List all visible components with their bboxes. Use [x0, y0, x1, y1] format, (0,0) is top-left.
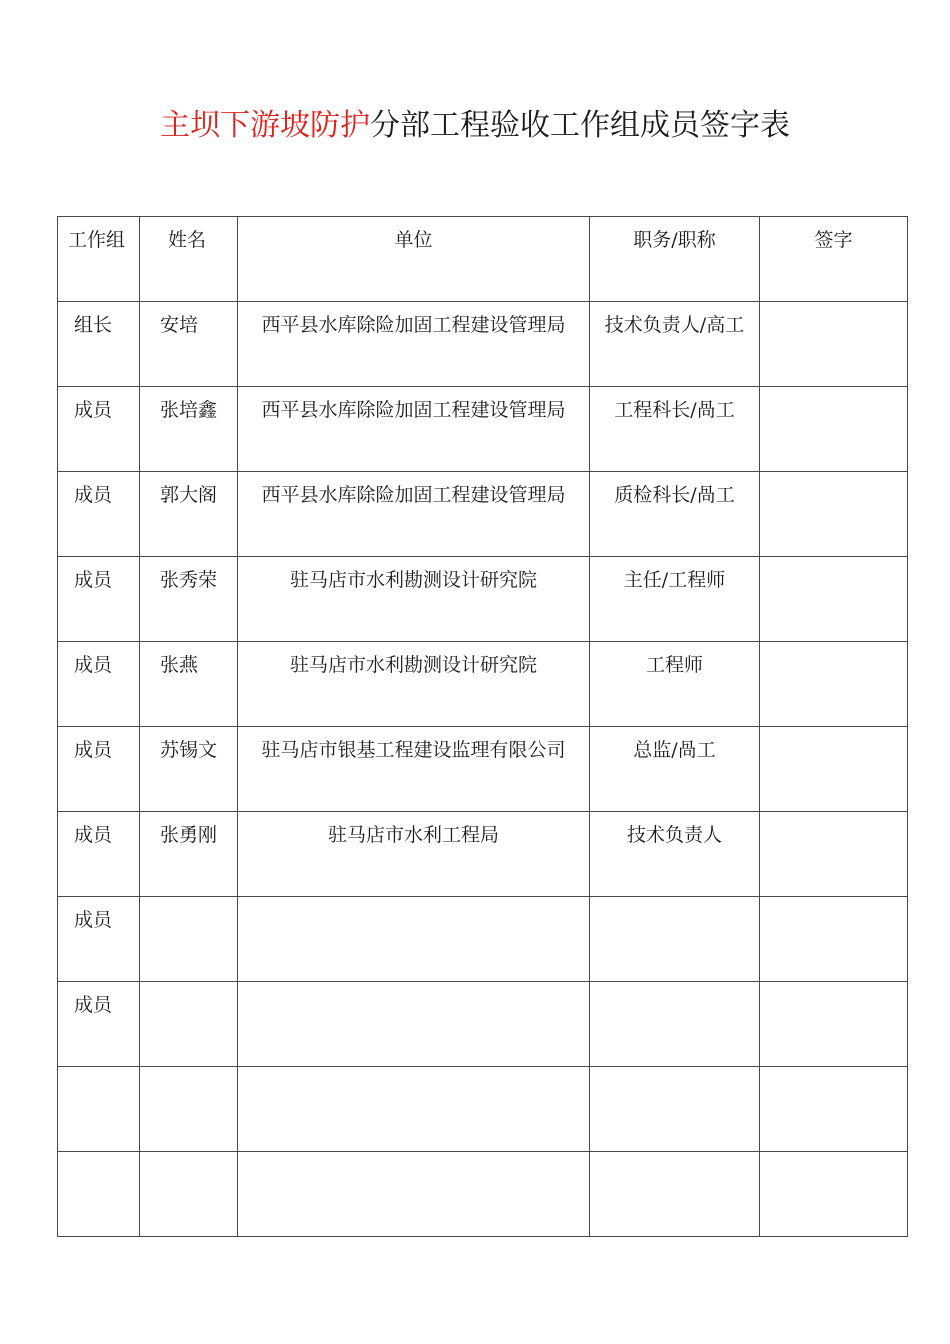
- cell-title: [590, 982, 760, 1067]
- cell-name: [140, 1067, 238, 1152]
- cell-signature[interactable]: [760, 982, 908, 1067]
- table-header-row: [58, 217, 908, 302]
- cell-unit: [238, 1152, 590, 1237]
- cell-signature[interactable]: [760, 1067, 908, 1152]
- header-signature: 签字: [760, 217, 908, 302]
- cell-title: 技术负责人: [590, 812, 760, 897]
- title-highlight: 主坝下游坡防护: [160, 108, 370, 143]
- table-row: [58, 642, 908, 727]
- table-row: [58, 557, 908, 642]
- cell-title: 质检科长/咼工: [590, 472, 760, 557]
- cell-title: [590, 1152, 760, 1237]
- cell-signature[interactable]: [760, 812, 908, 897]
- cell-group: [58, 1067, 140, 1152]
- cell-group: 成员: [58, 472, 140, 557]
- table-row: [58, 727, 908, 812]
- cell-signature[interactable]: [760, 557, 908, 642]
- cell-name: 郭大阁: [140, 472, 238, 557]
- cell-name: 张勇刚: [140, 812, 238, 897]
- signature-table: [57, 216, 908, 1237]
- table-row: [58, 1152, 908, 1237]
- cell-name: [140, 897, 238, 982]
- header-group: 工作组: [58, 217, 140, 302]
- cell-title: 技术负责人/高工: [590, 302, 760, 387]
- cell-unit: [238, 897, 590, 982]
- cell-signature[interactable]: [760, 727, 908, 812]
- cell-name: [140, 982, 238, 1067]
- cell-name: [140, 1152, 238, 1237]
- cell-unit: 驻马店市水利工程局: [238, 812, 590, 897]
- title-rest: 分部工程验收工作组成员签字表: [370, 108, 790, 143]
- table-row: [58, 302, 908, 387]
- table-row: [58, 387, 908, 472]
- cell-unit: 西平县水库除险加固工程建设管理局: [238, 387, 590, 472]
- table-row: [58, 1067, 908, 1152]
- table-row: [58, 812, 908, 897]
- cell-group: 成员: [58, 387, 140, 472]
- cell-group: 成员: [58, 727, 140, 812]
- cell-unit: [238, 1067, 590, 1152]
- cell-name: 张燕: [140, 642, 238, 727]
- cell-signature[interactable]: [760, 642, 908, 727]
- cell-signature[interactable]: [760, 302, 908, 387]
- cell-name: 安培: [140, 302, 238, 387]
- cell-unit: 西平县水库除险加固工程建设管理局: [238, 472, 590, 557]
- cell-unit: 西平县水库除险加固工程建设管理局: [238, 302, 590, 387]
- cell-group: 成员: [58, 642, 140, 727]
- cell-signature[interactable]: [760, 1152, 908, 1237]
- table-row: [58, 897, 908, 982]
- cell-group: 成员: [58, 897, 140, 982]
- cell-title: 工程科长/咼工: [590, 387, 760, 472]
- cell-title: 主任/工程师: [590, 557, 760, 642]
- page-title: [0, 106, 950, 146]
- cell-unit: 驻马店市银基工程建设监理有限公司: [238, 727, 590, 812]
- cell-signature[interactable]: [760, 387, 908, 472]
- cell-group: 成员: [58, 557, 140, 642]
- cell-unit: [238, 982, 590, 1067]
- cell-title: [590, 897, 760, 982]
- cell-group: 成员: [58, 982, 140, 1067]
- cell-title: 总监/咼工: [590, 727, 760, 812]
- cell-name: 苏锡文: [140, 727, 238, 812]
- cell-unit: 驻马店市水利勘测设计研究院: [238, 642, 590, 727]
- table-row: [58, 982, 908, 1067]
- cell-name: 张培鑫: [140, 387, 238, 472]
- cell-name: 张秀荣: [140, 557, 238, 642]
- table-row: [58, 472, 908, 557]
- cell-unit: 驻马店市水利勘测设计研究院: [238, 557, 590, 642]
- cell-group: 组长: [58, 302, 140, 387]
- header-name: 姓名: [140, 217, 238, 302]
- cell-group: 成员: [58, 812, 140, 897]
- header-unit: 单位: [238, 217, 590, 302]
- cell-title: [590, 1067, 760, 1152]
- cell-signature[interactable]: [760, 472, 908, 557]
- cell-title: 工程师: [590, 642, 760, 727]
- cell-signature[interactable]: [760, 897, 908, 982]
- cell-group: [58, 1152, 140, 1237]
- header-title: 职务/职称: [590, 217, 760, 302]
